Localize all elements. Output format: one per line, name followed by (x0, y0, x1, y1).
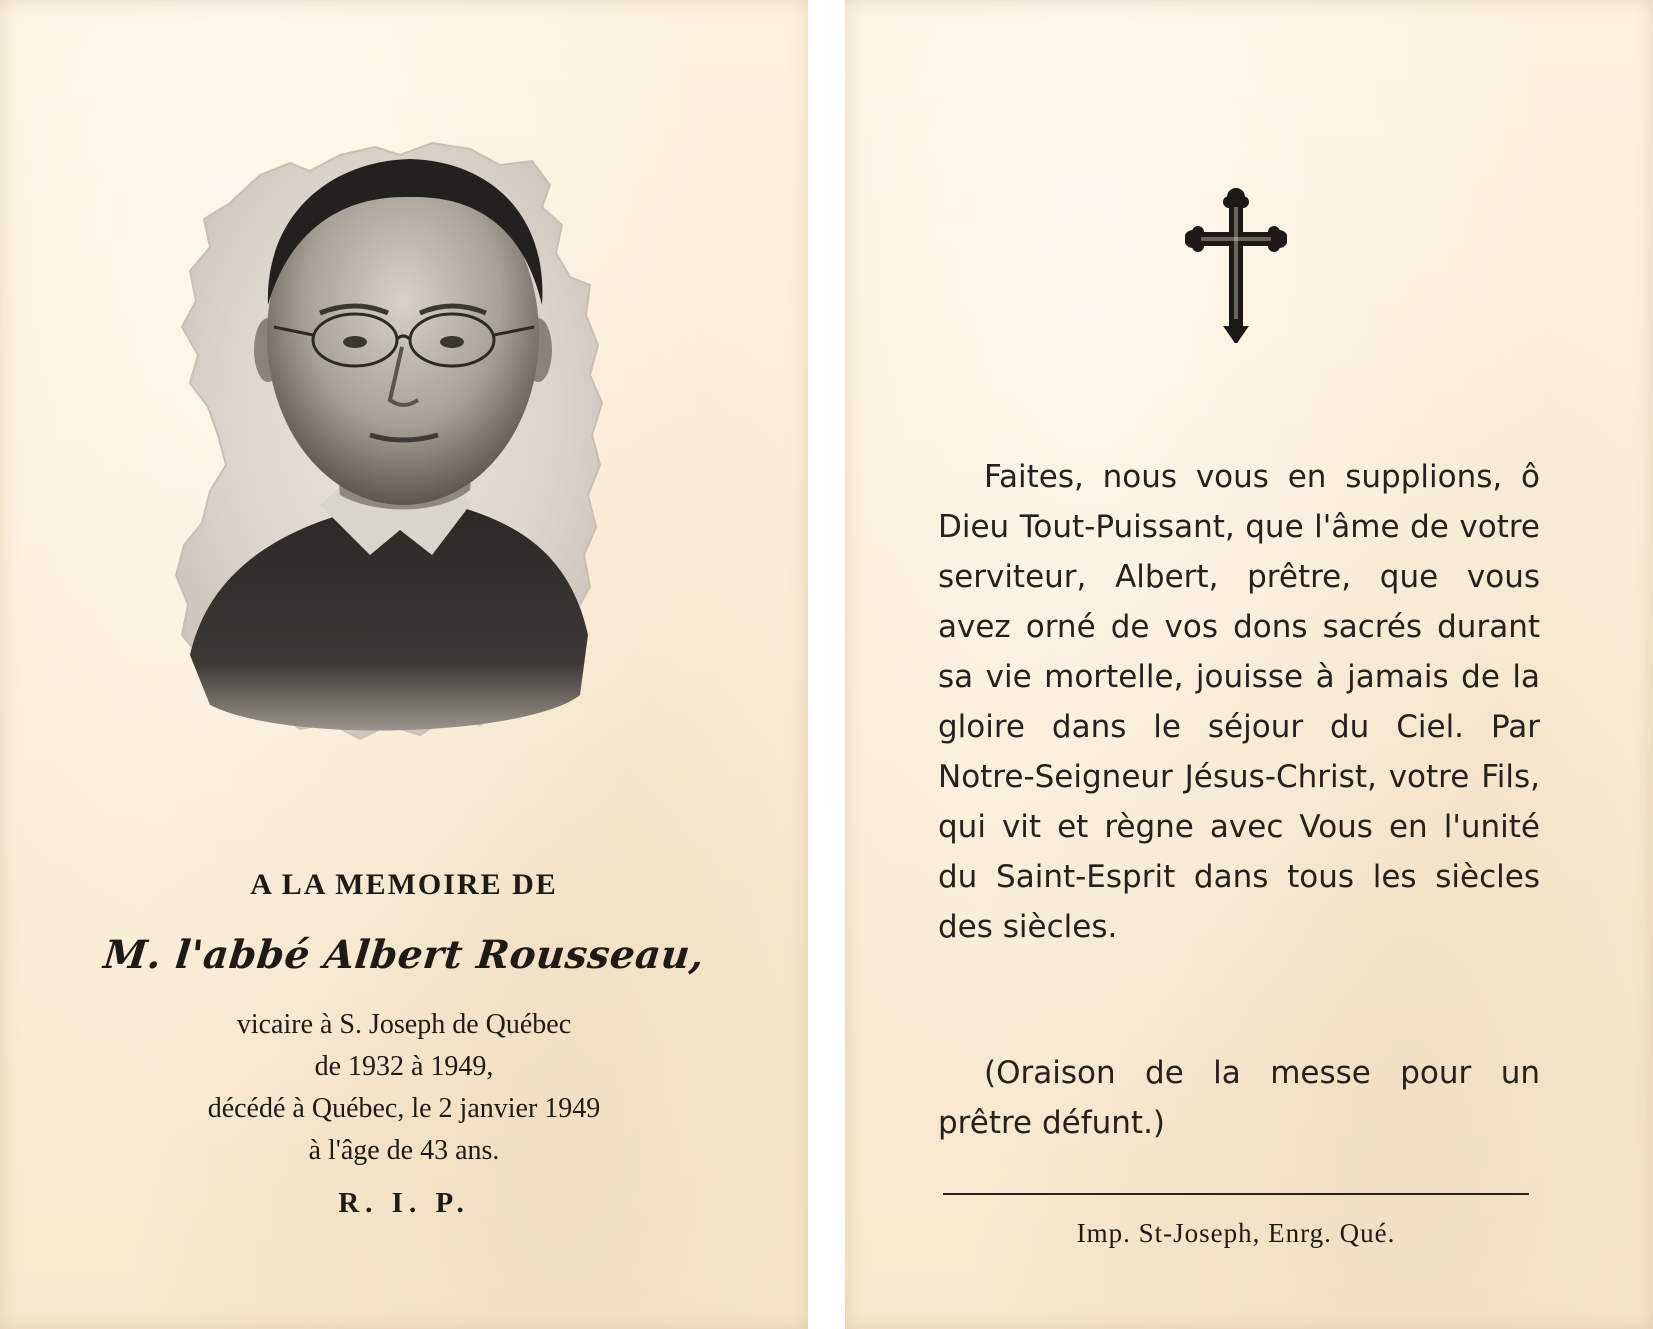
divider-line (943, 1193, 1529, 1195)
biography-details (0, 1004, 808, 1172)
memorial-card-front (0, 0, 808, 1329)
cross-icon (1185, 187, 1287, 343)
detail-line-position: vicaire à S. Joseph de Québec (236, 1009, 572, 1040)
detail-line-age: à l'âge de 43 ans. (308, 1135, 500, 1166)
deceased-name: M. l'abbé Albert Rousseau, (101, 932, 707, 978)
detail-line-death: décédé à Québec, le 2 janvier 1949 (207, 1093, 601, 1124)
rip-text: R. I. P. (338, 1187, 470, 1219)
prayer-paragraph: Faites, nous vous en supplions, ô Dieu Tout-Puissant, que l'âme de votre serviteur, Albert, prêtre, que vous avez orné de vos dons sacrés durant sa vie mortelle, jouisse à jamais de la gloire dans le séjour du Ciel. Par Notre-Seigneur Jésus-Christ, votre Fils, qui vit et règne avec Vous en l'unité du Saint-Esprit dans tous les siècles des siècles. (938, 459, 1540, 945)
portrait-photo (170, 135, 640, 765)
prayer-text (938, 452, 1540, 952)
memorial-heading: A LA MEMOIRE DE (250, 868, 558, 901)
oraison-note: (Oraison de la messe pour un prêtre défunt.) (938, 1055, 1540, 1141)
memorial-card-back (845, 0, 1653, 1329)
printer-imprint: Imp. St-Joseph, Enrg. Qué. (1076, 1218, 1396, 1248)
detail-line-years: de 1932 à 1949, (314, 1051, 494, 1082)
